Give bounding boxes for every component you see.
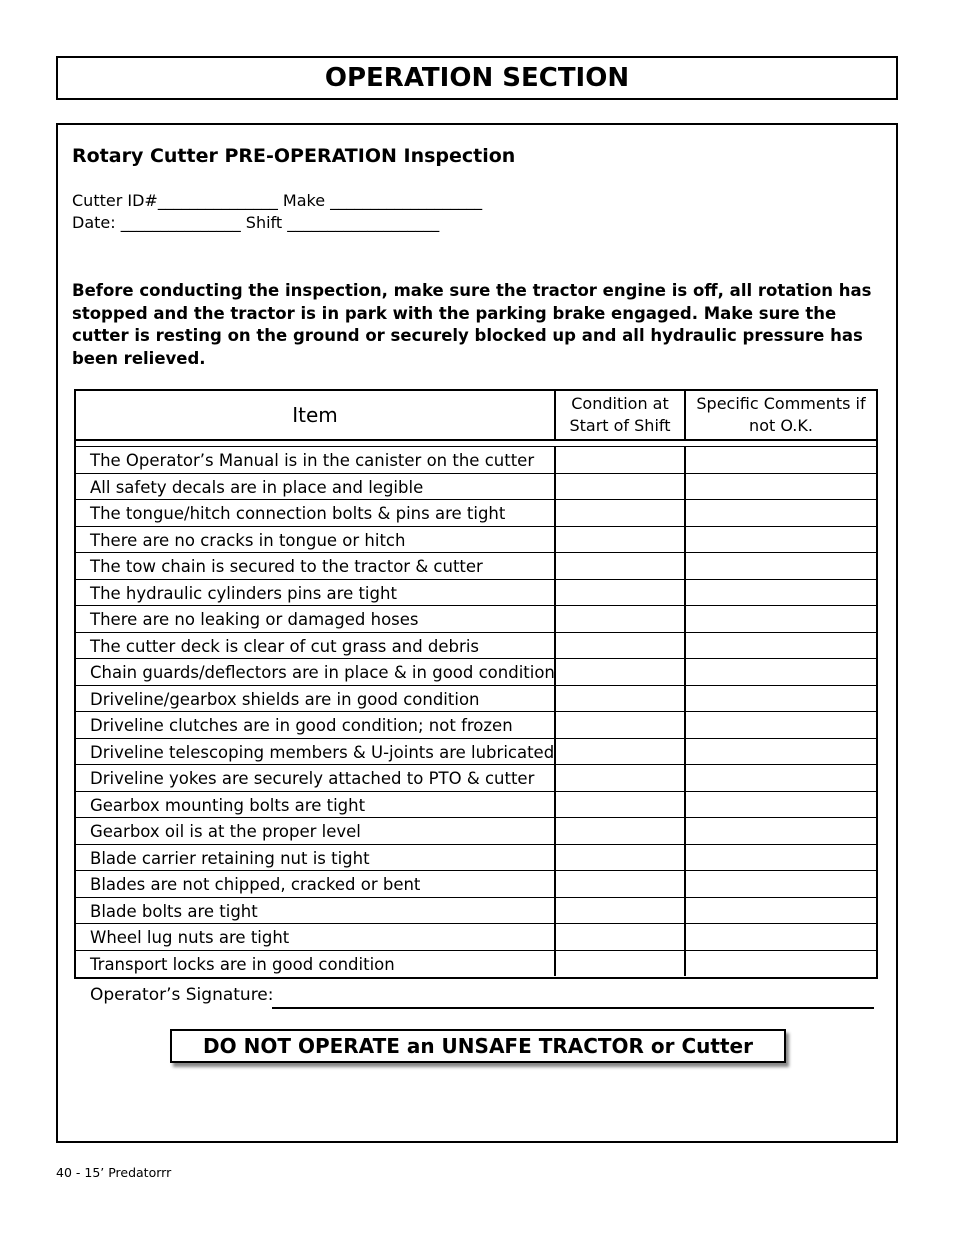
comments-cell[interactable] [684, 474, 876, 500]
comments-cell[interactable] [684, 924, 876, 950]
comments-cell[interactable] [684, 553, 876, 579]
condition-cell[interactable] [554, 924, 684, 950]
condition-cell[interactable] [554, 500, 684, 526]
signature-label: Operator’s Signature: [90, 985, 274, 1005]
comments-cell[interactable] [684, 500, 876, 526]
table-row [76, 923, 876, 950]
comments-cell[interactable] [684, 447, 876, 473]
table-row [76, 579, 876, 606]
comments-cell[interactable] [684, 527, 876, 553]
checklist-item-label: Driveline telescoping members & U-joints are lubricated [90, 742, 555, 762]
header-item: Item [76, 391, 554, 441]
condition-cell[interactable] [554, 633, 684, 659]
table-row [76, 791, 876, 818]
checklist-item-label: Gearbox mounting bolts are tight [90, 795, 366, 815]
condition-cell[interactable] [554, 765, 684, 791]
table-row [76, 526, 876, 553]
table-row [76, 738, 876, 765]
table-row [76, 446, 876, 473]
table-row [76, 658, 876, 685]
comments-cell[interactable] [684, 739, 876, 765]
page-footer: 40 - 15’ Predatorrr [56, 1165, 172, 1180]
section-title: OPERATION SECTION [56, 56, 898, 100]
condition-cell[interactable] [554, 527, 684, 553]
comments-cell[interactable] [684, 792, 876, 818]
condition-cell[interactable] [554, 686, 684, 712]
condition-cell[interactable] [554, 474, 684, 500]
inspection-form [56, 123, 898, 1143]
checklist-item-label: There are no cracks in tongue or hitch [90, 530, 406, 550]
checklist-item-label: Blade carrier retaining nut is tight [90, 848, 370, 868]
comments-cell[interactable] [684, 845, 876, 871]
checklist-item-label: Blade bolts are tight [90, 901, 258, 921]
condition-cell[interactable] [554, 792, 684, 818]
checklist-item-label: Driveline/gearbox shields are in good condition [90, 689, 480, 709]
checklist-item-label: There are no leaking or damaged hoses [90, 610, 419, 629]
comments-cell[interactable] [684, 898, 876, 924]
table-row [76, 685, 876, 712]
table-row [76, 844, 876, 871]
condition-cell[interactable] [554, 447, 684, 473]
signature-line[interactable] [272, 1007, 874, 1009]
checklist-item-label: All safety decals are in place and legible [90, 477, 424, 497]
checklist-item-label: Chain guards/deflectors are in place & in good condition [90, 663, 555, 682]
comments-cell[interactable] [684, 686, 876, 712]
comments-cell[interactable] [684, 871, 876, 897]
condition-cell[interactable] [554, 606, 684, 632]
table-row [76, 950, 876, 977]
condition-cell[interactable] [554, 818, 684, 844]
table-row [76, 764, 876, 791]
condition-cell[interactable] [554, 580, 684, 606]
checklist-item-label: Driveline yokes are securely attached to PTO & cutter [90, 769, 535, 788]
comments-cell[interactable] [684, 765, 876, 791]
comments-cell[interactable] [684, 818, 876, 844]
checklist-item-label: The Operator’s Manual is in the canister on the cutter [90, 451, 535, 470]
comments-cell[interactable] [684, 712, 876, 738]
checklist-item-label: The tongue/hitch connection bolts & pins are tight [90, 504, 506, 523]
header-comments: Specific Comments if not O.K. [684, 391, 876, 441]
form-title: Rotary Cutter PRE-OPERATION Inspection [72, 145, 516, 167]
comments-cell[interactable] [684, 606, 876, 632]
checklist-item-label: The cutter deck is clear of cut grass and debris [90, 636, 479, 656]
table-row [76, 817, 876, 844]
date-shift-line: Date: _______________ Shift ___________________ [72, 213, 440, 232]
table-row [76, 897, 876, 924]
table-row [76, 552, 876, 579]
table-row [76, 632, 876, 659]
inspection-checklist-table [74, 389, 878, 979]
table-row [76, 605, 876, 632]
condition-cell[interactable] [554, 871, 684, 897]
condition-cell[interactable] [554, 553, 684, 579]
checklist-item-label: The hydraulic cylinders pins are tight [90, 583, 397, 603]
comments-cell[interactable] [684, 951, 876, 977]
table-row [76, 473, 876, 500]
checklist-item-label: Blades are not chipped, cracked or bent [90, 875, 421, 894]
condition-cell[interactable] [554, 659, 684, 685]
checklist-item-label: Wheel lug nuts are tight [90, 928, 290, 947]
do-not-operate-warning: DO NOT OPERATE an UNSAFE TRACTOR or Cutter [170, 1029, 786, 1063]
checklist-item-label: Transport locks are in good condition [90, 954, 395, 974]
condition-cell[interactable] [554, 712, 684, 738]
condition-cell[interactable] [554, 739, 684, 765]
table-row [76, 711, 876, 738]
condition-cell[interactable] [554, 951, 684, 977]
cutter-id-make-line: Cutter ID#_______________ Make ___________________ [72, 191, 483, 210]
table-row [76, 499, 876, 526]
comments-cell[interactable] [684, 580, 876, 606]
condition-cell[interactable] [554, 898, 684, 924]
safety-instructions: Before conducting the inspection, make sure the tractor engine is off, all rotation has stopped and the tractor is in park with the parking brake engaged. Make sure the cutter is resting on the ground or securely blocked up and all hydraulic pressure has been relieved. [72, 281, 872, 368]
table-row [76, 870, 876, 897]
checklist-item-label: The tow chain is secured to the tractor & cutter [90, 557, 483, 576]
comments-cell[interactable] [684, 659, 876, 685]
comments-cell[interactable] [684, 633, 876, 659]
checklist-item-label: Driveline clutches are in good condition; not frozen [90, 716, 513, 735]
checklist-item-label: Gearbox oil is at the proper level [90, 822, 361, 841]
checklist-rows [76, 446, 876, 976]
condition-cell[interactable] [554, 845, 684, 871]
header-condition: Condition at Start of Shift [554, 391, 684, 441]
